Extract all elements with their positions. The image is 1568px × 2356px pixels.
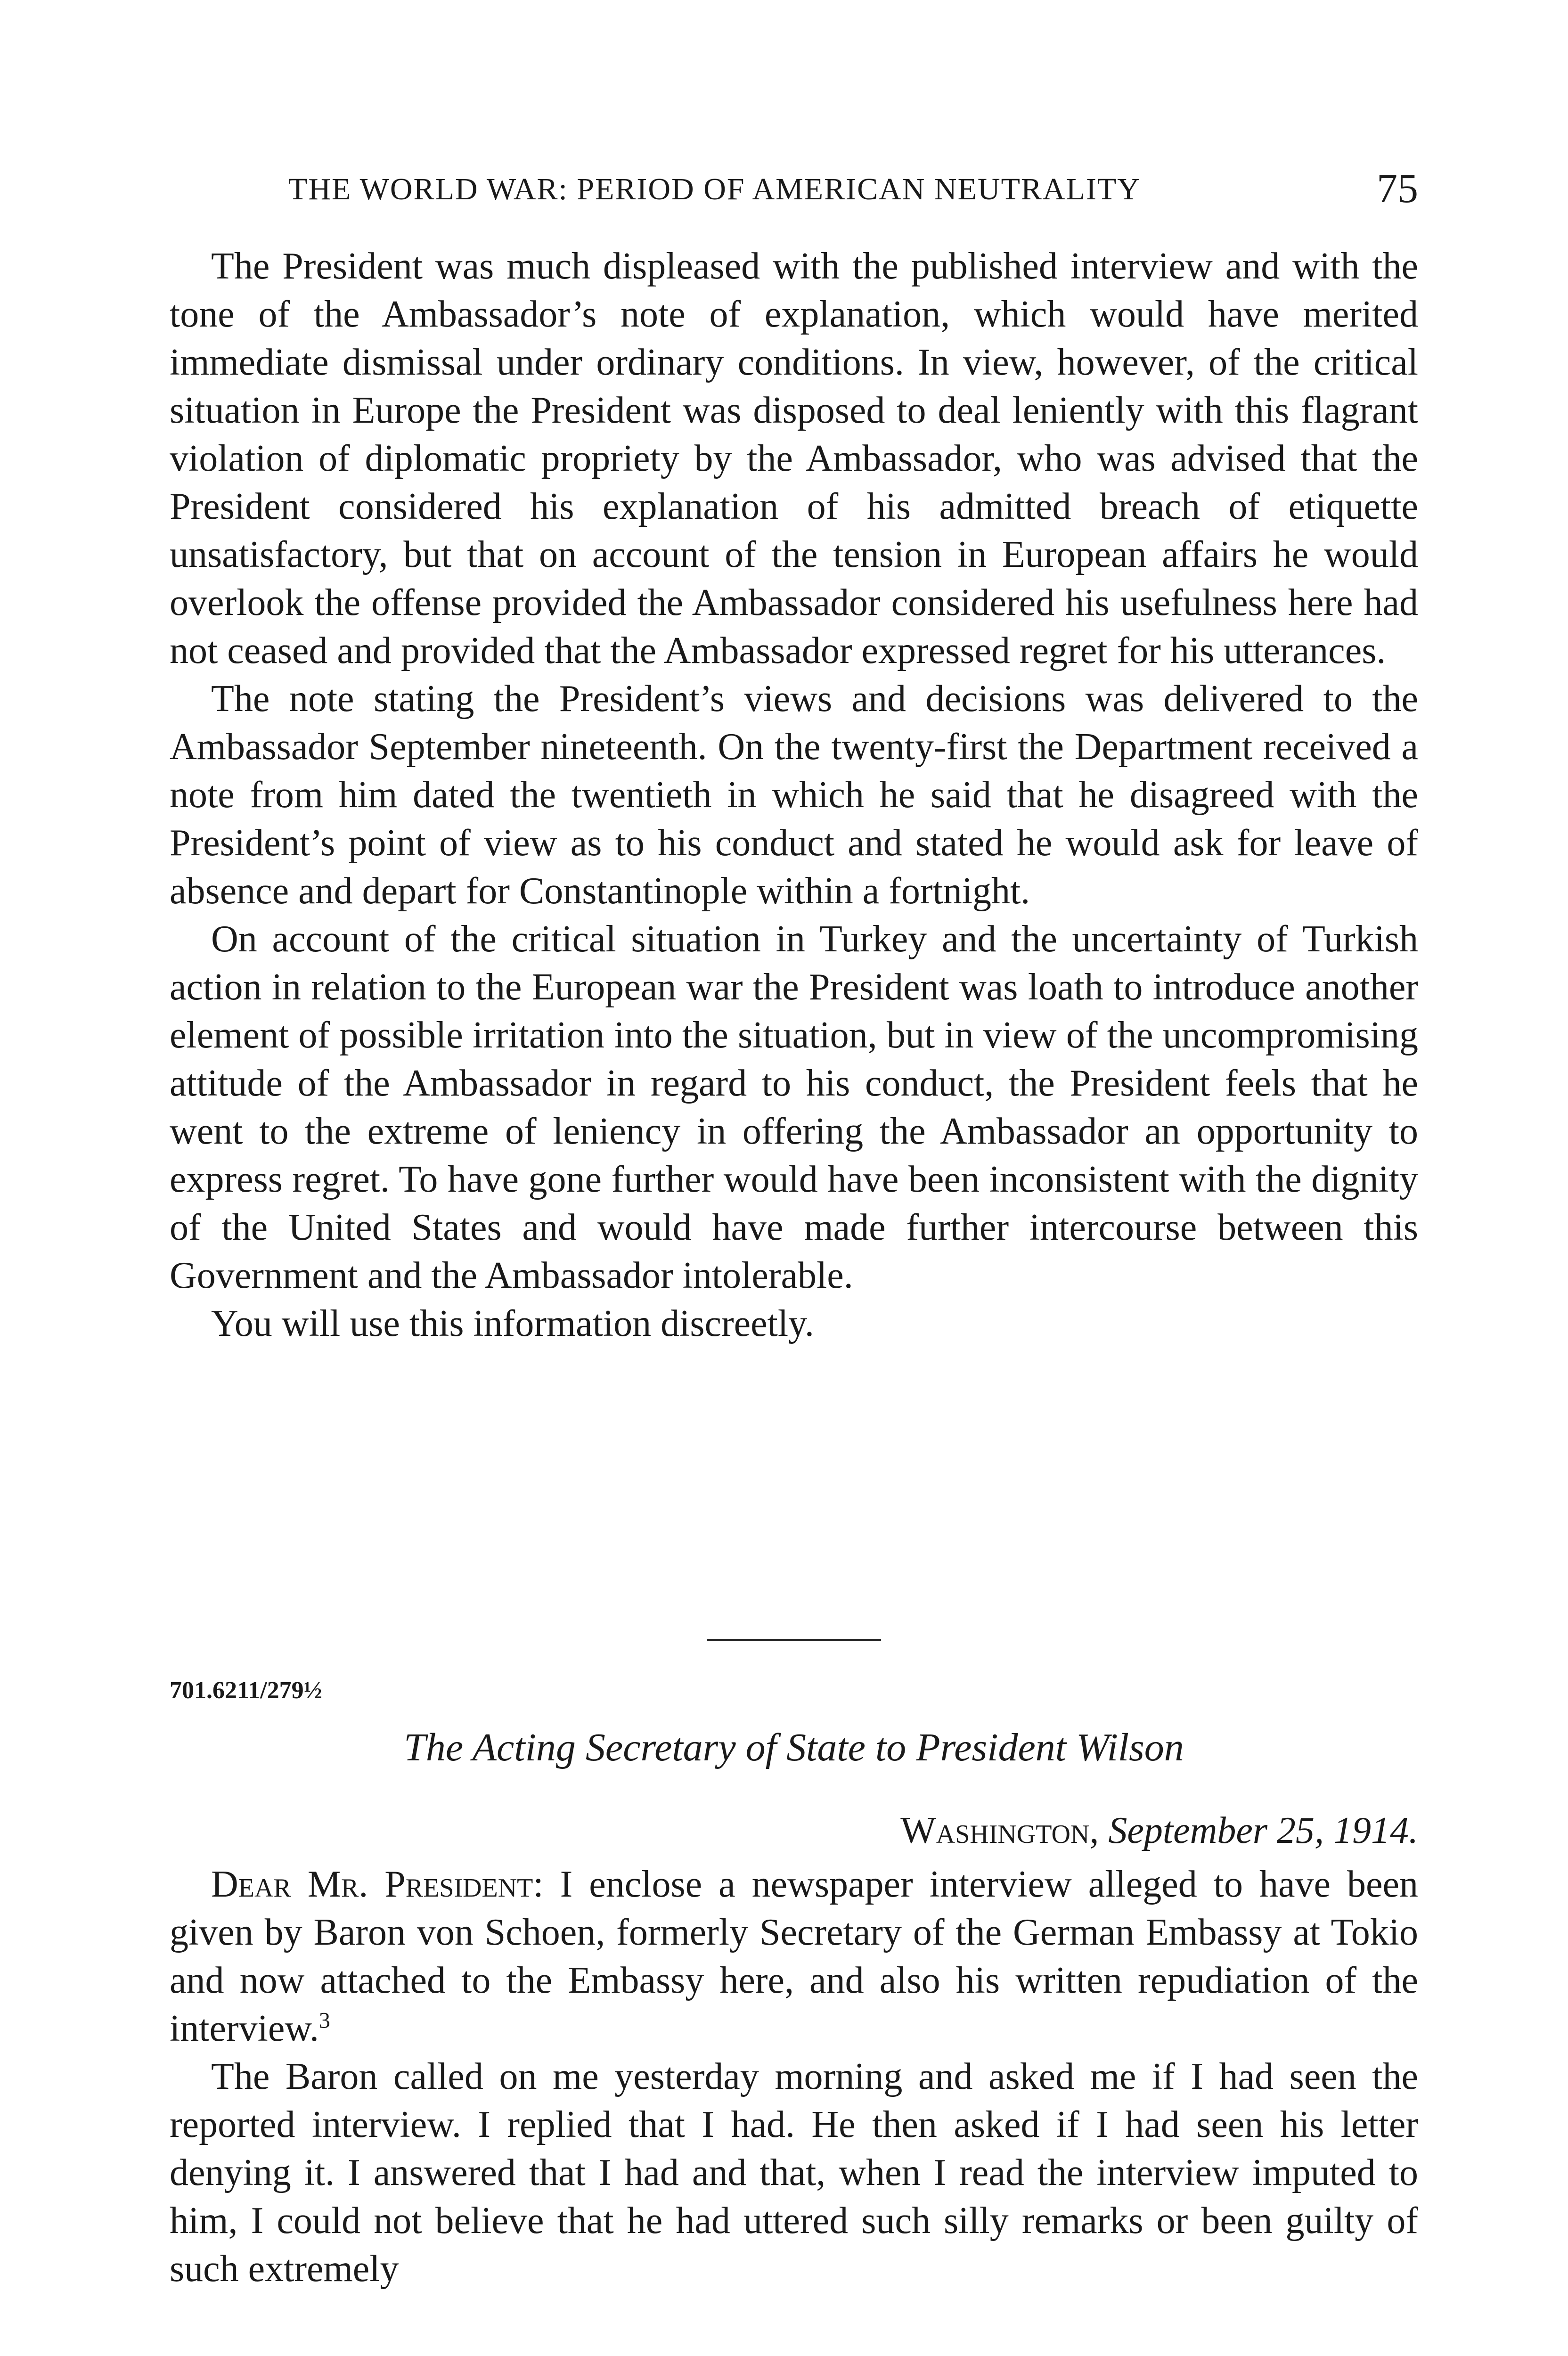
continued-text-block bbox=[170, 242, 1418, 1348]
letter-text-block bbox=[170, 1860, 1418, 2293]
paragraph: You will use this information discreetly. bbox=[211, 1303, 814, 1344]
section-divider bbox=[707, 1639, 881, 1641]
document-title: The Acting Secretary of State to President Wilson bbox=[404, 1726, 1184, 1769]
paragraph: On account of the critical situation in Turkey and the uncertainty of Turkish action in relation to the European war the President was loath to introduce another element of possible irritation into the situation, but in view of the uncompromising attitude of the Ambassador in regard to his conduct, the President feels that he went to the extreme of leniency in offering the Ambassador an opportunity to express regret. To have gone further would have been inconsistent with the dignity of the United States and would have made further intercourse between this Government and the Ambassador intolerable. bbox=[170, 918, 1418, 1296]
footnote-reference: 3 bbox=[318, 2008, 330, 2033]
page-number: 75 bbox=[1377, 166, 1418, 212]
paragraph bbox=[170, 1860, 1418, 2053]
paragraph: The note stating the President’s views and decisions was delivered to the Ambassador September nineteenth. On the twenty-first the Department received a note from him dated the twentieth in which he said that he disagreed with the President’s point of view as to his conduct and stated he would ask for leave of absence and depart for Constantinople within a fortnight. bbox=[170, 678, 1418, 912]
dateline bbox=[900, 1809, 1418, 1852]
dateline-place: Washington, bbox=[900, 1810, 1099, 1851]
paragraph-text: I enclose a newspaper interview alleged to have been given by Baron von Schoen, formerly Secretary of the German Embassy at Tokio and now attached to the Embassy here, and also his written repudiation of the interview. bbox=[170, 1864, 1419, 2049]
running-title: THE WORLD WAR: PERIOD OF AMERICAN NEUTRALITY bbox=[288, 172, 1141, 206]
paragraph: The President was much displeased with the published interview and with the tone of the Ambassador’s note of explanation, which would have merited immediate dismissal under ordinary conditions. In view, however, of the critical situation in Europe the President was disposed to deal leniently with this flagrant violation of diplomatic propriety by the Ambassador, who was advised that the President considered his explanation of his admitted breach of etiquette unsatisfactory, but that on account of the tension in European affairs he would overlook the offense provided the Ambassador considered his usefulness here had not ceased and provided that the Ambassador expressed regret for his utterances. bbox=[170, 245, 1418, 671]
dateline-date: September 25, 1914. bbox=[1108, 1810, 1418, 1851]
paragraph: The Baron called on me yesterday morning and asked me if I had seen the reported interview. I replied that I had. He then asked if I had seen his letter denying it. I answered that I had and that, when I read the interview imputed to him, I could not believe that he had uttered such silly remarks or been guilty of such extremely bbox=[170, 2056, 1418, 2290]
file-number: 701.6211/279½ bbox=[170, 1677, 322, 1704]
salutation: Dear Mr. President: bbox=[211, 1864, 544, 1905]
